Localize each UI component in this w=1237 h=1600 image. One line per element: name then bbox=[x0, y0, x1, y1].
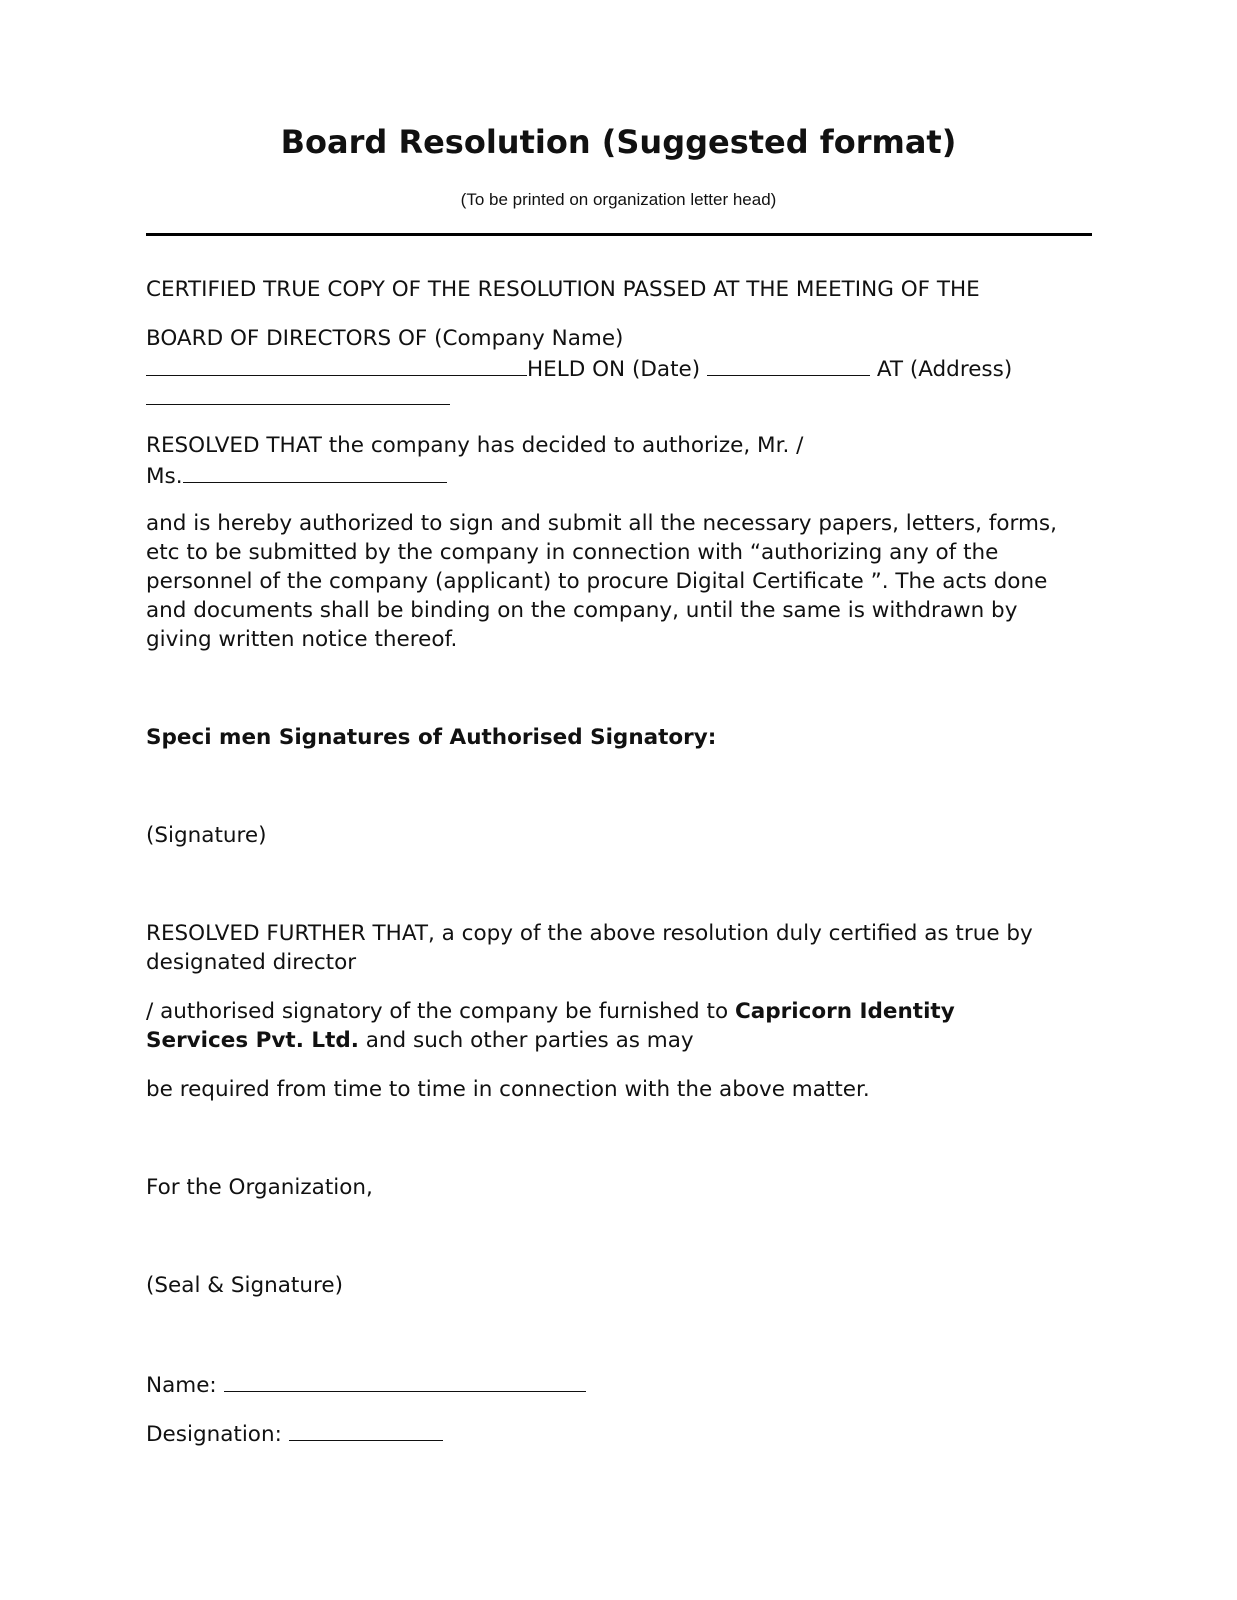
for-organization: For the Organization, bbox=[146, 1175, 373, 1200]
address-label: AT (Address) bbox=[876, 357, 1013, 382]
resolved-line: RESOLVED THAT the company has decided to authorize, Mr. / bbox=[146, 433, 804, 458]
furnished-suffix: and such other parties as may bbox=[358, 1028, 694, 1053]
required-line: be required from time to time in connection with the above matter. bbox=[146, 1077, 870, 1102]
specimen-heading: Speci men Signatures of Authorised Signatory: bbox=[146, 725, 717, 750]
held-on-label: HELD ON (Date) bbox=[527, 357, 701, 382]
ms-line bbox=[146, 460, 1096, 492]
resolved-further-line-2: designated director bbox=[146, 950, 357, 975]
company-name-part-1: Capricorn Identity bbox=[734, 999, 955, 1024]
header-divider bbox=[146, 233, 1092, 236]
furnished-line-1 bbox=[146, 997, 1096, 1027]
seal-signature-label: (Seal & Signature) bbox=[146, 1273, 343, 1298]
authorized-person-blank[interactable] bbox=[183, 460, 447, 483]
designation-blank[interactable] bbox=[289, 1418, 443, 1441]
address-blank[interactable] bbox=[146, 382, 450, 405]
company-name-blank[interactable] bbox=[146, 353, 527, 376]
address-line bbox=[146, 382, 1096, 414]
designation-line bbox=[146, 1418, 1096, 1450]
name-blank[interactable] bbox=[224, 1369, 586, 1392]
signature-label: (Signature) bbox=[146, 823, 267, 848]
ms-label: Ms. bbox=[146, 464, 183, 489]
authorization-line-1: and is hereby authorized to sign and submit all the necessary papers, letters, forms, bbox=[146, 511, 1057, 536]
board-line: BOARD OF DIRECTORS OF (Company Name) bbox=[146, 326, 624, 351]
authorization-line-5: giving written notice thereof. bbox=[146, 627, 458, 652]
authorization-line-2: etc to be submitted by the company in connection with “authorizing any of the bbox=[146, 540, 999, 565]
company-name-part-2: Services Pvt. Ltd. bbox=[146, 1028, 359, 1053]
authorization-line-4: and documents shall be binding on the company, until the same is withdrawn by bbox=[146, 598, 1018, 623]
document-subtitle: (To be printed on organization letter head) bbox=[460, 190, 777, 209]
held-on-line bbox=[146, 353, 1096, 385]
furnished-prefix: / authorised signatory of the company be furnished to bbox=[146, 999, 735, 1024]
designation-label: Designation: bbox=[146, 1422, 289, 1447]
name-line bbox=[146, 1369, 1096, 1401]
date-blank[interactable] bbox=[707, 353, 870, 376]
name-label: Name: bbox=[146, 1373, 224, 1398]
furnished-line-2 bbox=[146, 1026, 1096, 1056]
certified-line: CERTIFIED TRUE COPY OF THE RESOLUTION PASSED AT THE MEETING OF THE bbox=[146, 277, 980, 302]
document-title: Board Resolution (Suggested format) bbox=[280, 123, 957, 161]
resolved-further-line-1: RESOLVED FURTHER THAT, a copy of the above resolution duly certified as true by bbox=[146, 921, 1033, 946]
authorization-line-3: personnel of the company (applicant) to procure Digital Certificate ”. The acts done bbox=[146, 569, 1048, 594]
